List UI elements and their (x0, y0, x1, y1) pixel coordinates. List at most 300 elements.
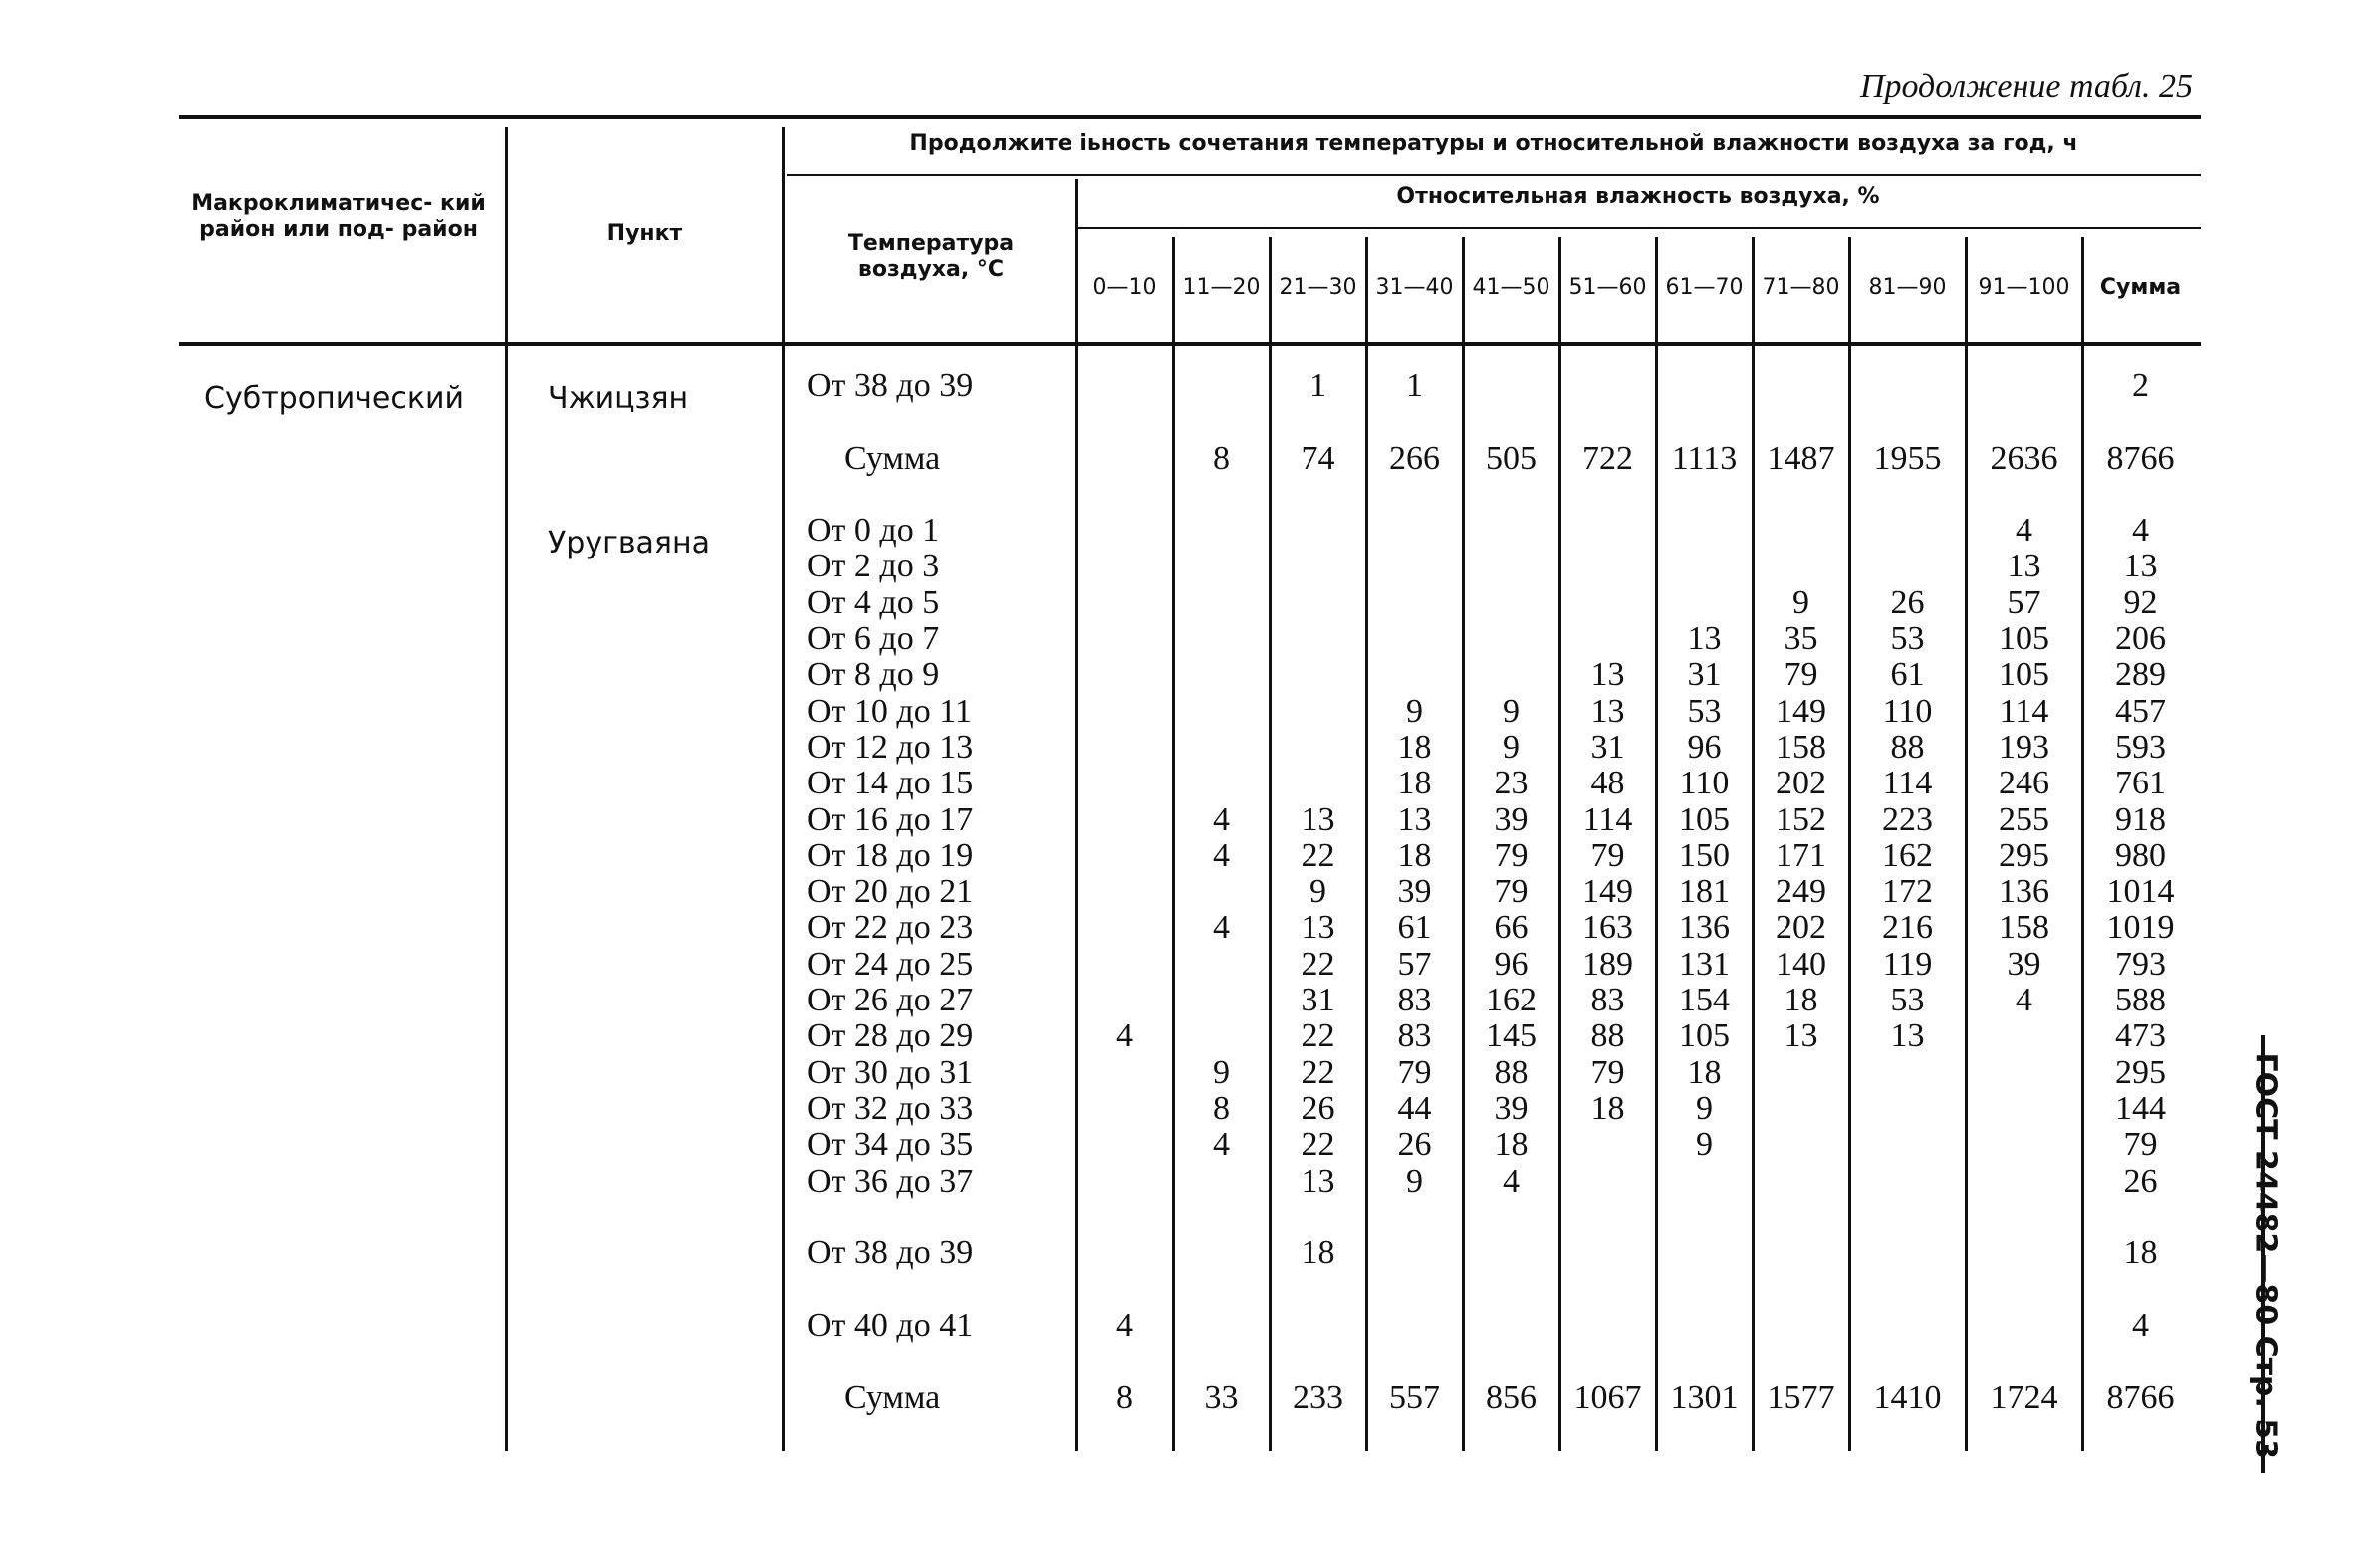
value-cell (1174, 368, 1269, 404)
header-bottom-rule (179, 342, 2201, 346)
value-cell: 233 (1293, 1379, 1343, 1417)
humidity-header-rule (1075, 227, 2201, 229)
value-cell: 79 (2123, 1126, 2158, 1164)
temperature-range-cell: От 14 до 15 (807, 765, 974, 802)
value-cell (1967, 1127, 2081, 1163)
value-cell: 22 (1301, 1017, 1335, 1055)
value-cell (1560, 404, 1655, 440)
value-cell (1464, 368, 1558, 404)
value-cell: 505 (1486, 439, 1537, 477)
value-cell: 83 (1397, 982, 1432, 1019)
value-cell (1657, 1164, 1752, 1200)
value-cell: 473 (2115, 1017, 2166, 1055)
value-cell (1850, 1091, 1965, 1127)
value-cell: 162 (1882, 836, 1933, 874)
value-cell (1754, 404, 1848, 440)
value-cell (1967, 404, 2081, 440)
value-cell: 2636 (1990, 439, 2058, 477)
value-cell (1174, 585, 1269, 621)
value-cell: 152 (1776, 800, 1826, 838)
value-cell: 4 (1503, 1162, 1520, 1200)
value-cell: 66 (1494, 909, 1529, 947)
value-cell: 13 (1687, 620, 1722, 658)
value-cell (1271, 585, 1365, 621)
value-cell: 1067 (1573, 1379, 1642, 1417)
value-cell: 761 (2115, 765, 2166, 802)
value-cell: 149 (1582, 873, 1633, 911)
duration-header: Продолжите іьность сочетания температуры и относительной влажности воздуха за год, ч (909, 131, 2078, 156)
value-cell (1271, 549, 1365, 584)
value-cell: 31 (1590, 728, 1625, 766)
temperature-column (797, 368, 1075, 1417)
value-cell: 31 (1301, 982, 1335, 1019)
value-cell (1174, 730, 1269, 766)
value-cell: 22 (1301, 1053, 1335, 1091)
value-cell: 48 (1590, 765, 1625, 802)
value-cell (1367, 549, 1462, 584)
value-cell: 289 (2115, 656, 2166, 694)
value-cell (1754, 513, 1848, 549)
value-cell (1367, 1235, 1462, 1271)
value-cell: 1 (1309, 367, 1326, 404)
value-cell (1077, 549, 1172, 584)
value-cell: 13 (2123, 548, 2158, 585)
value-cell: 8 (1116, 1379, 1133, 1417)
value-cell (1464, 1344, 1558, 1380)
value-cell: 1014 (2106, 873, 2175, 911)
value-cell: 79 (1590, 1053, 1625, 1091)
value-cell: 18 (1494, 1126, 1529, 1164)
value-cell (1367, 513, 1462, 549)
value-cell: 172 (1882, 873, 1933, 911)
value-cell (1967, 1235, 2081, 1271)
value-cell (1077, 910, 1172, 946)
value-cell: 181 (1679, 873, 1730, 911)
value-cell (1560, 1164, 1655, 1200)
value-cell (1754, 368, 1848, 404)
value-cell (1367, 1200, 1462, 1235)
value-cell (1967, 1091, 2081, 1127)
value-cell: 149 (1776, 692, 1826, 730)
temperature-range-cell: От 24 до 25 (807, 945, 974, 983)
column-header: 91—100 (1978, 275, 2070, 300)
site-temp-rule (782, 127, 785, 1451)
value-cell (1657, 585, 1752, 621)
value-cell (1077, 1344, 1172, 1380)
value-cell: 9 (1406, 1162, 1423, 1200)
temperature-range-cell (807, 1200, 1075, 1235)
region-cell: Субтропический (204, 381, 464, 416)
temperature-range-cell: От 40 до 41 (807, 1306, 974, 1344)
value-cell (1077, 1271, 1172, 1307)
value-cell: 1487 (1767, 439, 1835, 477)
value-cell: 4 (1116, 1306, 1133, 1344)
value-cell: 9 (1696, 1126, 1713, 1164)
value-cell: 150 (1679, 836, 1730, 874)
value-cell (1077, 368, 1172, 404)
value-cell (1077, 657, 1172, 693)
value-cell: 22 (1301, 836, 1335, 874)
humidity-value-column (1077, 368, 1172, 1417)
value-cell: 9 (1503, 692, 1520, 730)
value-cell: 588 (2115, 982, 2166, 1019)
value-cell (1077, 947, 1172, 983)
value-cell (1967, 1344, 2081, 1380)
value-cell: 202 (1776, 765, 1826, 802)
value-cell (1271, 477, 1365, 513)
value-cell (1754, 1271, 1848, 1307)
value-cell: 18 (1784, 982, 1818, 1019)
value-cell (1850, 1127, 1965, 1163)
value-cell: 53 (1890, 982, 1925, 1019)
value-cell: 295 (1999, 836, 2049, 874)
value-cell: 26 (1301, 1089, 1335, 1127)
value-cell (1174, 1018, 1269, 1054)
region-site-rule (505, 127, 508, 1451)
value-cell: 163 (1582, 909, 1633, 947)
humidity-value-column (1174, 368, 1269, 1417)
value-cell (1077, 1055, 1172, 1091)
value-cell: 1019 (2106, 909, 2175, 947)
value-cell (1174, 513, 1269, 549)
value-cell (1850, 1308, 1965, 1344)
value-cell: 105 (1679, 1017, 1730, 1055)
value-cell (1560, 1344, 1655, 1380)
value-cell (1754, 1091, 1848, 1127)
value-cell: 114 (1882, 765, 1933, 802)
value-cell (1850, 1200, 1965, 1235)
value-cell: 295 (2115, 1053, 2166, 1091)
temperature-range-cell: От 18 до 19 (807, 836, 974, 874)
temperature-range-cell (807, 1344, 1075, 1380)
value-cell (1464, 404, 1558, 440)
humidity-value-column (1754, 368, 1848, 1417)
value-cell (1367, 1344, 1462, 1380)
value-cell: 18 (1590, 1089, 1625, 1127)
value-cell (1967, 1164, 2081, 1200)
value-cell (1271, 657, 1365, 693)
value-cell: 96 (1687, 728, 1722, 766)
value-cell: 96 (1494, 945, 1529, 983)
value-cell: 18 (1397, 728, 1432, 766)
value-cell: 39 (1397, 873, 1432, 911)
value-cell (1271, 513, 1365, 549)
value-cell: 110 (1882, 692, 1933, 730)
value-cell: 154 (1679, 982, 1730, 1019)
value-cell: 61 (1890, 656, 1925, 694)
value-cell (1367, 404, 1462, 440)
value-cell: 216 (1882, 909, 1933, 947)
value-cell: 13 (1301, 909, 1335, 947)
value-cell: 162 (1486, 982, 1537, 1019)
value-cell (1657, 1271, 1752, 1307)
value-cell (1657, 404, 1752, 440)
value-cell: 4 (1213, 800, 1230, 838)
temperature-range-cell: От 10 до 11 (807, 692, 972, 730)
table-top-rule (179, 115, 2201, 119)
temperature-range-cell: От 8 до 9 (807, 656, 940, 694)
value-cell (1077, 477, 1172, 513)
value-cell: 4 (1213, 836, 1230, 874)
value-cell (1967, 1200, 2081, 1235)
value-cell (1174, 766, 1269, 801)
value-cell: 53 (1890, 620, 1925, 658)
value-cell: 1955 (1873, 439, 1942, 477)
value-cell (1560, 1200, 1655, 1235)
value-cell (1850, 1344, 1965, 1380)
value-cell: 44 (1397, 1089, 1432, 1127)
value-cell: 26 (1397, 1126, 1432, 1164)
value-cell (1174, 1308, 1269, 1344)
value-cell (1174, 1200, 1269, 1235)
value-cell: 136 (1999, 873, 2049, 911)
temperature-range-cell: От 26 до 27 (807, 982, 974, 1019)
value-cell (2083, 1271, 2198, 1307)
value-cell: 105 (1999, 656, 2049, 694)
value-cell (1560, 477, 1655, 513)
value-cell (1464, 621, 1558, 657)
value-cell (1657, 368, 1752, 404)
value-cell (1077, 730, 1172, 766)
value-cell (1367, 1271, 1462, 1307)
duration-header-rule (787, 174, 2201, 176)
temperature-range-cell (807, 477, 1075, 513)
value-cell: 145 (1486, 1017, 1537, 1055)
value-cell: 223 (1882, 800, 1933, 838)
value-cell (1367, 477, 1462, 513)
temperature-range-cell: От 16 до 17 (807, 800, 974, 838)
temperature-range-cell: Сумма (844, 439, 941, 477)
value-cell (1174, 657, 1269, 693)
value-cell: 8766 (2106, 439, 2175, 477)
value-cell: 4 (2132, 1306, 2149, 1344)
value-cell (1560, 1235, 1655, 1271)
humidity-header: Относительная влажность воздуха, % (1396, 184, 1880, 209)
value-cell (1850, 368, 1965, 404)
value-cell (1754, 1235, 1848, 1271)
value-cell: 1 (1406, 367, 1423, 404)
temperature-range-cell: От 0 до 1 (807, 512, 940, 550)
value-cell: 74 (1301, 439, 1335, 477)
site-cell: Чжицзян (548, 381, 689, 416)
temperature-range-cell: От 4 до 5 (807, 583, 940, 621)
humidity-value-column (1560, 368, 1655, 1417)
value-cell: 4 (2016, 982, 2032, 1019)
value-cell: 79 (1397, 1053, 1432, 1091)
value-cell (1174, 983, 1269, 1018)
value-cell: 31 (1687, 656, 1722, 694)
site-header: Пункт (606, 221, 683, 246)
value-cell: 22 (1301, 945, 1335, 983)
value-cell: 18 (1301, 1234, 1335, 1272)
value-cell: 4 (2016, 512, 2032, 550)
side-label (2236, 1035, 2295, 1473)
column-header: 61—70 (1665, 275, 1744, 300)
value-cell: 4 (1213, 909, 1230, 947)
humidity-value-column (2083, 368, 2198, 1417)
column-header: Сумма (2099, 275, 2182, 300)
value-cell (1077, 1235, 1172, 1271)
temperature-range-cell: От 2 до 3 (807, 548, 940, 585)
value-cell: 88 (1590, 1017, 1625, 1055)
temperature-range-cell: От 6 до 7 (807, 620, 940, 658)
value-cell: 79 (1494, 873, 1529, 911)
value-cell (1967, 1271, 2081, 1307)
value-cell (1560, 1127, 1655, 1163)
temperature-range-cell: От 30 до 31 (807, 1053, 974, 1091)
value-cell: 140 (1776, 945, 1826, 983)
value-cell (1560, 621, 1655, 657)
value-cell: 918 (2115, 800, 2166, 838)
value-cell (1077, 983, 1172, 1018)
value-cell: 39 (1494, 800, 1529, 838)
value-cell (1464, 1200, 1558, 1235)
value-cell: 1410 (1873, 1379, 1942, 1417)
value-cell (1077, 766, 1172, 801)
value-cell (1077, 1200, 1172, 1235)
value-cell: 1113 (1671, 439, 1738, 477)
value-cell: 9 (1792, 583, 1809, 621)
region-header: Макроклиматичес- кий район или под- район (191, 191, 486, 242)
value-cell: 9 (1696, 1089, 1713, 1127)
temperature-range-cell: Сумма (844, 1379, 941, 1417)
value-cell (1464, 657, 1558, 693)
column-header: 31—40 (1375, 275, 1454, 300)
value-cell: 13 (1590, 692, 1625, 730)
temperature-range-cell: От 38 до 39 (807, 1234, 974, 1272)
value-cell: 136 (1679, 909, 1730, 947)
value-cell (1850, 477, 1965, 513)
value-cell (1967, 1018, 2081, 1054)
value-cell (1077, 1127, 1172, 1163)
value-cell (1560, 1271, 1655, 1307)
temperature-range-cell (807, 1271, 1075, 1307)
value-cell: 557 (1389, 1379, 1440, 1417)
value-cell (1367, 621, 1462, 657)
value-cell (1560, 585, 1655, 621)
value-cell (1077, 694, 1172, 730)
value-cell (1967, 1055, 2081, 1091)
value-cell (1271, 1200, 1365, 1235)
column-header: 71—80 (1762, 275, 1840, 300)
value-cell (1657, 1200, 1752, 1235)
value-cell: 114 (1582, 800, 1633, 838)
value-cell: 39 (2007, 945, 2041, 983)
temperature-header: Температура воздуха, °С (847, 231, 1015, 282)
value-cell (1077, 802, 1172, 838)
value-cell: 8 (1213, 1089, 1230, 1127)
value-cell (1271, 621, 1365, 657)
value-cell (1174, 1235, 1269, 1271)
value-cell: 79 (1784, 656, 1818, 694)
value-cell: 980 (2115, 836, 2166, 874)
value-cell (1967, 368, 2081, 404)
column-header: 11—20 (1182, 275, 1261, 300)
value-cell: 13 (1397, 800, 1432, 838)
value-cell (1271, 694, 1365, 730)
column-header: 41—50 (1472, 275, 1550, 300)
value-cell: 856 (1486, 1379, 1537, 1417)
value-cell: 4 (1213, 1126, 1230, 1164)
value-cell: 26 (2123, 1162, 2158, 1200)
temperature-range-cell: От 12 до 13 (807, 728, 974, 766)
value-cell: 39 (1494, 1089, 1529, 1127)
temperature-range-cell: От 20 до 21 (807, 873, 974, 911)
value-cell (1077, 838, 1172, 874)
value-cell: 88 (1494, 1053, 1529, 1091)
value-cell: 26 (1890, 583, 1925, 621)
column-header: 21—30 (1279, 275, 1357, 300)
value-cell: 144 (2115, 1089, 2166, 1127)
value-cell (1754, 1200, 1848, 1235)
value-cell (1560, 549, 1655, 584)
value-cell (1560, 513, 1655, 549)
site-cell: Уругваяна (548, 526, 710, 560)
value-cell (1657, 1308, 1752, 1344)
value-cell (1754, 1344, 1848, 1380)
value-cell (1271, 1344, 1365, 1380)
value-cell (1174, 947, 1269, 983)
value-cell: 13 (1301, 1162, 1335, 1200)
column-header: 81—90 (1868, 275, 1947, 300)
value-cell: 114 (1999, 692, 2049, 730)
humidity-value-column (1271, 368, 1365, 1417)
value-cell: 57 (2007, 583, 2041, 621)
value-cell (1657, 1344, 1752, 1380)
value-cell (1174, 1164, 1269, 1200)
value-cell (1754, 1308, 1848, 1344)
value-cell: 88 (1890, 728, 1925, 766)
temperature-range-cell: От 38 до 39 (807, 367, 974, 404)
value-cell (1850, 1055, 1965, 1091)
value-cell (1174, 1344, 1269, 1380)
value-cell (1850, 404, 1965, 440)
value-cell: 61 (1397, 909, 1432, 947)
value-cell (1754, 477, 1848, 513)
value-cell (1077, 585, 1172, 621)
table-continuation-label: Продолжение табл. 25 (1859, 68, 2193, 105)
value-cell: 158 (1776, 728, 1826, 766)
value-cell (1174, 621, 1269, 657)
value-cell (1754, 1164, 1848, 1200)
value-cell (1077, 441, 1172, 477)
humidity-value-column (1657, 368, 1752, 1417)
value-cell (1174, 477, 1269, 513)
value-cell (2083, 1344, 2198, 1380)
value-cell (1464, 1235, 1558, 1271)
value-cell (1367, 1308, 1462, 1344)
value-cell (1464, 477, 1558, 513)
value-cell: 22 (1301, 1126, 1335, 1164)
value-cell (2083, 1200, 2198, 1235)
value-cell: 2 (2132, 367, 2149, 404)
value-cell (1754, 1127, 1848, 1163)
column-header: 0—10 (1092, 275, 1157, 300)
value-cell: 18 (2123, 1234, 2158, 1272)
value-cell (1967, 1308, 2081, 1344)
value-cell: 33 (1204, 1379, 1239, 1417)
value-cell (1464, 1308, 1558, 1344)
value-cell: 457 (2115, 692, 2166, 730)
value-cell (1174, 874, 1269, 910)
value-cell (1464, 549, 1558, 584)
value-cell (1077, 621, 1172, 657)
value-cell: 13 (1784, 1017, 1818, 1055)
value-cell (1657, 513, 1752, 549)
value-cell: 9 (1406, 692, 1423, 730)
value-cell: 13 (1890, 1017, 1925, 1055)
value-cell: 722 (1582, 439, 1633, 477)
